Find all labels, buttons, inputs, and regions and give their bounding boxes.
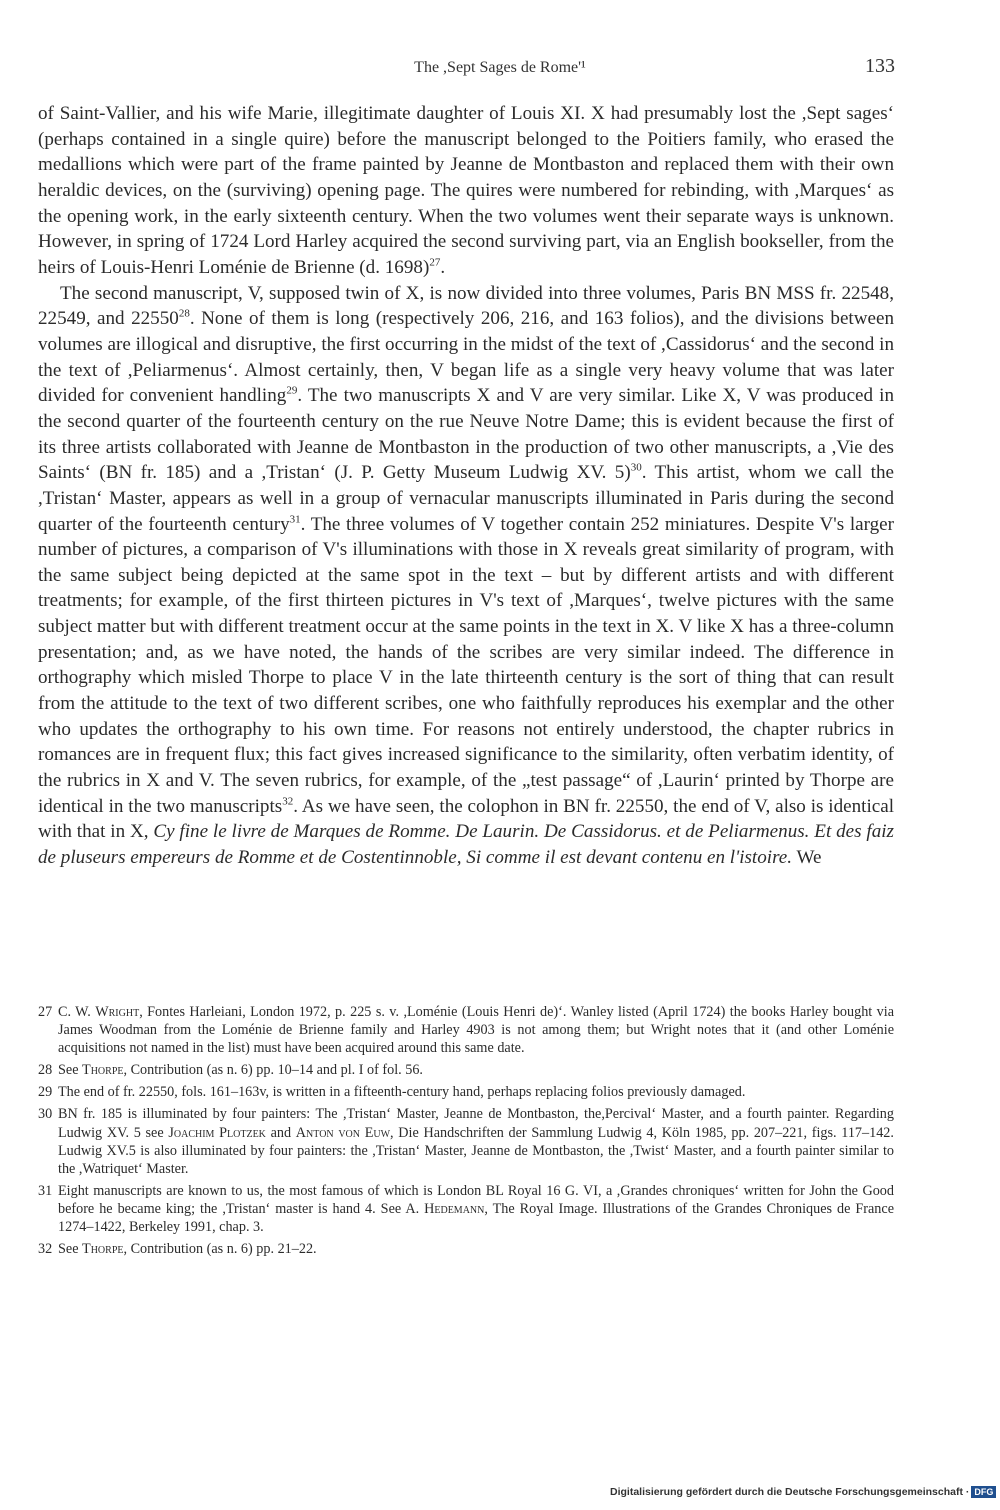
digitization-credit: Digitalisierung gefördert durch die Deutsche Forschungsgemeinschaft · DFG	[610, 1486, 990, 1500]
footnote-number: 28	[38, 1062, 53, 1079]
footnote: 28 See Thorpe, Contribution (as n. 6) pp. 10–14 and pl. I of fol. 56.	[38, 1062, 423, 1079]
page-number: 133	[865, 55, 895, 77]
footnote: 32 See Thorpe, Contribution (as n. 6) pp. 21–22.	[38, 1241, 317, 1258]
footnote-ref[interactable]: 31	[289, 513, 301, 526]
footnote: 27 C. W. Wright, Fontes Harleiani, London 1972, p. 225 s. v. ,Loménie (Louis Henri de)‘. Wanley listed (April 1724) the books Harley bought via James Woodman from the Loménie de Brienne family and Harley 4903 is not among them; but Wright notes that it (and other Loménie acquisitions not named in the list) must have been acquired around this same date.	[38, 1004, 895, 1057]
footnote: 31 Eight manuscripts are known to us, the most famous of which is London BL Royal 16 G. VI, a ,Grandes chroniques‘ written for John the Good before he became king; the ,Tristan‘ master is hand 4. See A. Hedemann, The Royal Image. Illustrations of the Grandes Chroniques de France 1274–1422, Berkeley 1991, chap. 3.	[38, 1182, 894, 1236]
footnote-number: 27	[38, 1004, 53, 1020]
footnote-ref[interactable]: 30	[630, 461, 642, 474]
footnote-number: 31	[38, 1182, 53, 1199]
footnotes	[38, 1003, 894, 1262]
footnote-ref[interactable]: 27	[429, 256, 441, 269]
footnote-number: 32	[38, 1241, 53, 1258]
footnote: 30 BN fr. 185 is illuminated by four painters: The ,Tristan‘ Master, Jeanne de Montbaston, the,Percival‘ Master, and a fourth painter. Regarding Ludwig XV. 5 see Joachim Plotzek and Anton von Euw, Die Handschriften der Sammlung Ludwig 4, Köln 1985, pp. 207–221, figs. 117–142. Ludwig XV.5 is also illuminated by four painters: the ,Tristan‘ Master, Jeanne de Montbaston, the ,Twist‘ Master, and a fourth painter similar to the ,Watriquet‘ Master.	[38, 1106, 894, 1177]
footnote-ref[interactable]: 28	[178, 307, 190, 320]
footnote-ref[interactable]: 29	[286, 384, 298, 397]
body-text	[38, 101, 894, 871]
running-title: The ,Sept Sages de Rome'¹	[414, 59, 586, 76]
footnote-number: 29	[38, 1084, 53, 1101]
footnote: 29 The end of fr. 22550, fols. 161–163v, is written in a fifteenth-century hand, perhaps replacing folios previously damaged.	[38, 1084, 746, 1101]
paragraph: The second manuscript, V, supposed twin of X, is now divided into three volumes, Paris BN MSS fr. 22548, 22549, and 22550$^{28}$. None of them is long (respectively 206, 216, and 163 folios), and the divisions between volumes are illogical and disruptive, the first occurring in the midst of the text of ,Cassidorus‘ and the second in the text of ,Peliarmenus‘. Almost certainly, then, V began life as a single very heavy volume that was later divided for convenient handling$^{29}$. The two manuscripts X and V are very similar. Like X, V was produced in the second quarter of the fourteenth century on the rue Neuve Notre Dame; this is evident because the first of its three artists collaborated with Jeanne de Montbaston in the production of two other manuscripts, a ,Vie des Saints‘ (BN fr. 185) and a ,Tristan‘ (J. P. Getty Museum Ludwig XV. 5)$^{30}$. This artist, whom we call the ,Tristan‘ Master, appears as well in a group of vernacular manuscripts illuminated in Paris during the second quarter of the fourteenth century$^{31}$. The three volumes of V together contain 252 miniatures. Despite V's larger number of pictures, a comparison of V's illuminations with those in X reveals great similarity of program, with the same subject being depicted at the same spot in the text – but by different artists and with different treatments; for example, of the first thirteen pictures in V's text of ,Marques‘, twelve pictures with the same subject matter but with different treatment occur at the same points in the text in X. V like X has a three-column presentation; and, as we have noted, the hands of the scribes are very similar indeed. The difference in orthography which misled Thorpe to place V in the late thirteenth century is the sort of thing that can result from the attitude to the text of two different scribes, one who faithfully reproduces his exemplar and the other who updates the orthography to his own time. For reasons not entirely understood, the chapter rubrics in romances are in frequent flux; this fact gives increased significance to the similarity, often verbatim identity, of the rubrics in X and V. The seven rubrics, for example, of the „test passage“ of ,Laurin‘ printed by Thorpe are identical in the two manuscripts$^{32}$. As we have seen, the colophon in BN fr. 22550, the end of V, also is identical with that in X, Cy fine le livre de Marques de Romme. De Laurin. De Cassidorus. et de Peliarmenus. Et des faiz de pluseurs empereurs de Romme et de Costentinnoble, Si comme il est devant contenu en l'istoire. We	[38, 282, 895, 869]
dfg-logo: DFG	[971, 1486, 996, 1498]
paragraph: of Saint-Vallier, and his wife Marie, illegitimate daughter of Louis XI. X had presumably lost the ,Sept sages‘ (perhaps contained in a single quire) before the manuscript belonged to the Poitiers family, who erased the medallions which were part of the frame painted by Jeanne de Montbaston and replaced them with their own heraldic devices, on the (surviving) opening page. The quires were numbered for rebinding, with ,Marques‘ as the opening work, in the early sixteenth century. When the two volumes went their separate ways is unknown. However, in spring of 1724 Lord Harley acquired the second surviving part, via an English bookseller, from the heirs of Louis-Henri Loménie de Brienne (d. 1698)$^{27}$.	[38, 103, 894, 278]
footnote-number: 30	[38, 1106, 53, 1123]
footnote-ref[interactable]: 32	[282, 795, 294, 808]
colophon-quote: Cy fine le livre de Marques de Romme. De Laurin. De Cassidorus. et de Peliarmenus. Et des faiz de pluseurs empereurs de Romme et de Costentinnoble, Si comme il est devant contenu en l'istoire.	[38, 821, 894, 869]
